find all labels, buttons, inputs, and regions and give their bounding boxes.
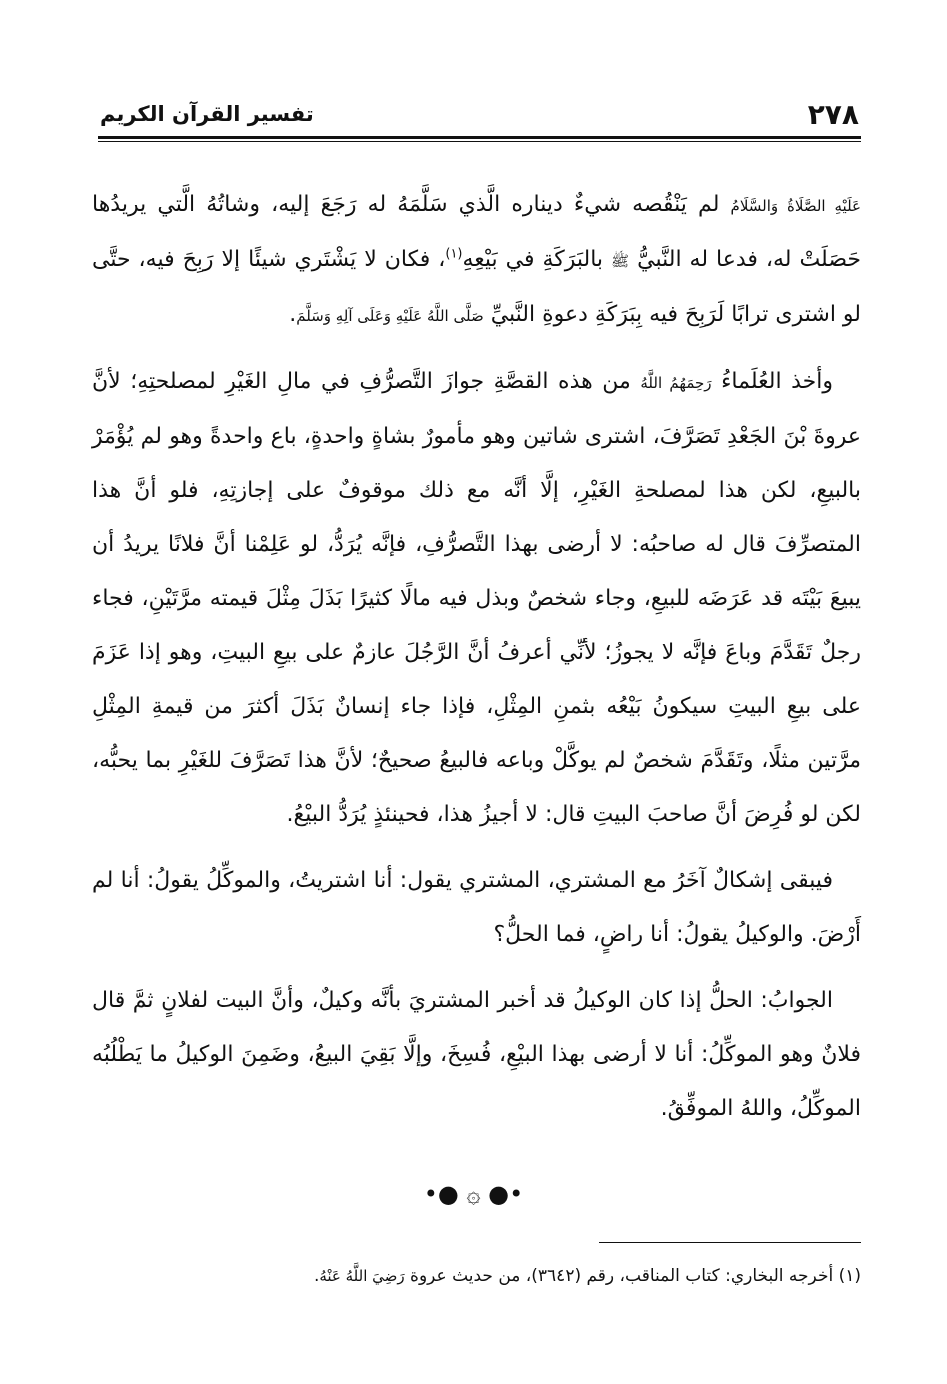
footnote-text: أخرجه البخاري: كتاب المناقب، رقم (٣٦٤٢)، من حديث عروة [404,1266,839,1286]
honorific-phrase: رَحِمَهُمُ اللَّهُ [640,374,712,392]
honorific-phrase: صَلَّى اللَّهُ عَلَيْهِ وَعَلَى آلِهِ وَسَلَّمَ [296,307,484,325]
text-run: وأخذ العُلَماءُ [711,369,833,394]
text-run: من هذه القصَّةِ جوازَ التَّصرُّفِ في مالِ الغَيْرِ لمصلحتِهِ؛ لأنَّ عروةَ بْنَ الجَعْدِ تَصَرَّفَ، اشترى شاتين وهو مأمورٌ بشاةٍ واحدةٍ، باع واحدةً وهو لم يُؤْمَرْ بالبيعِ، لكن هذا لمصلحةِ الغَيْرِ، إلَّا أنَّه مع ذلك موقوفٌ على إجازتِهِ، فلو أنَّ هذا المتصرِّفَ قال له صاحبُه: لا أرضى بهذا التَّصرُّفِ، فإنَّه يُرَدُّ، لو عَلِمْنا أنَّ فلانًا يريدُ أن يبيعَ بَيْتَه قد عَرَضَه للبيعِ، وجاء شخصٌ وبذل فيه مالًا كثيرًا بَذَلَ مِثْلَ قيمته مرَّتَيْنِ، فجاء رجلٌ تَقَدَّمَ وباعَ فإنَّه لا يجوزُ؛ لأنِّي أعرفُ أنَّ الرَّجُلَ عازمٌ على بيعِ البيتِ، وهو إذا عَزَمَ على بيعِ البيتِ سيكونُ بَيْعُه بثمنِ المِثْلِ، فإذا جاء إنسانٌ بَذَلَ أكثرَ من قيمةِ المِثْلِ مرَّتين مثلًا، وتَقَدَّمَ شخصٌ لم يوكَّلْ وباعه فالبيعُ صحيحٌ؛ لأنَّ هذا تَصَرَّفَ للغَيْرِ بما يحبُّه، لكن لو فُرِضَ أنَّ صاحبَ البيتِ قال: لا أجيزُ هذا، فحينئذٍ يُرَدُّ البيْعُ. [92,369,861,827]
main-text [92,178,861,1148]
text-run: لم يَنْقُصه شيءٌ ديناره الَّذي سَلَّمَهُ له رَجَعَ إليه، وشاتُهُ الَّتي يريدُها حَصَلَتْ له، فدعا له النَّبيُّ [92,192,862,272]
paragraph [92,355,861,842]
text-run: . [289,302,297,327]
footnote-rule [599,1242,861,1243]
page-header [100,96,859,132]
paragraph [92,854,861,962]
text-run: بالبَرَكَةِ في بَيْعِهِ [462,247,612,272]
footnote [200,1262,861,1290]
text-run: ، فكان لا يَشْتَري شيئًا إلا رَبِحَ فيه، حتَّى لو اشترى ترابًا لَرَبِحَ فيه بِبَرَكَةِ دعوةِ النَّبيِّ [92,247,861,327]
honorific-phrase: عَلَيْهِ الصَّلَاةُ وَالسَّلَامُ [730,197,861,215]
footnote-marker: (١) [838,1266,861,1286]
paragraph [92,178,861,343]
text-run: الجوابُ: الحلُّ إذا كان الوكيلُ قد أخبر المشتريَ بأنَّه وكيلٌ، وأنَّ البيت لفلانٍ ثمَّ قال فلانٌ وهو الموكِّلُ: أنا لا أرضى بهذا البيْعِ، فُسِخَ، وإلَّا بَقِيَ البيعُ، وضَمِنَ الوكيلُ ما يَطْلُبُه الموكِّلُ، واللهُ الموفِّقُ. [92,988,861,1121]
running-title: تفسير القرآن الكريم [100,102,314,126]
header-rule [98,136,861,142]
honorific-phrase: ﷺ [611,252,630,270]
footnote-honorific: رَضِيَ اللَّهُ عَنْهُ [319,1267,405,1285]
footnote-end: . [313,1266,320,1286]
footnote-reference: (١) [445,246,463,262]
page-number: ٢٧٨ [807,97,859,131]
text-run: فيبقى إشكالٌ آخَرُ مع المشتري، المشتري يقول: أنا اشتريتُ، والموكِّلُ يقولُ: أنا لم أَرْضَ. والوكيلُ يقولُ: أنا راضٍ، فما الحلُّ؟ [92,868,861,947]
paragraph [92,974,861,1136]
section-separator-ornament: •● ۞ ●• [423,1180,524,1208]
